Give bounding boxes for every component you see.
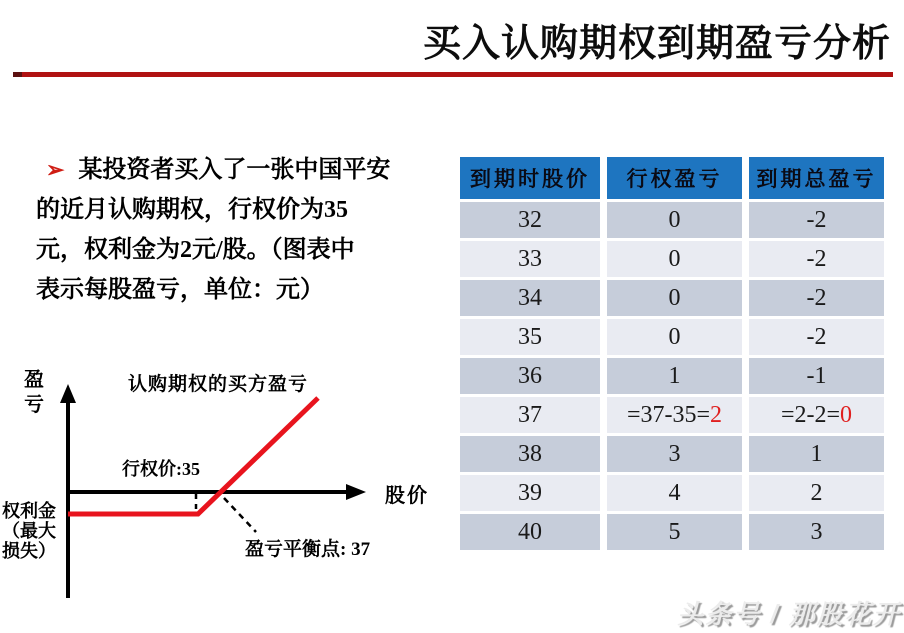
table-cell: 0 xyxy=(607,241,742,277)
y-axis-arrow-icon xyxy=(60,384,76,403)
chart-title: 认购期权的买方盈亏 xyxy=(128,374,309,395)
bullet-arrow-icon: ➢ xyxy=(46,157,65,182)
table-cell: 1 xyxy=(749,436,884,472)
table-cell: 37 xyxy=(460,397,600,433)
table-cell: 39 xyxy=(460,475,600,511)
table-cell: 40 xyxy=(460,514,600,550)
table-cell: -2 xyxy=(749,280,884,316)
table-cell: 32 xyxy=(460,202,600,238)
x-axis-label: 股价 xyxy=(385,485,429,507)
table-cell: 33 xyxy=(460,241,600,277)
page-title: 买入认购期权到期盈亏分析 xyxy=(422,23,891,65)
intro-line: 元，权利金为2元/股。（图表中 xyxy=(36,237,355,263)
table-header-price: 到期时股价 xyxy=(460,157,600,199)
table-cell: -2 xyxy=(749,241,884,277)
title-underline-cap xyxy=(13,72,22,77)
table-cell: 4 xyxy=(607,475,742,511)
payoff-chart-canvas xyxy=(0,360,432,633)
payoff-table xyxy=(460,157,884,550)
watermark: 头条号 / 那股花开 xyxy=(677,599,901,629)
y-axis-label: 盈 亏 xyxy=(24,369,44,416)
premium-max-loss-label: 权利金 （最大 损失） xyxy=(2,501,56,561)
intro-line xyxy=(36,150,396,190)
strike-price-label: 行权价:35 xyxy=(122,459,200,479)
table-cell: -2 xyxy=(749,319,884,355)
table-cell-highlighted: =37-35= 2 xyxy=(607,397,742,433)
table-cell: -2 xyxy=(749,202,884,238)
title-underline xyxy=(13,72,893,77)
table-cell: 36 xyxy=(460,358,600,394)
intro-line-text: 某投资者买入了一张中国平安 xyxy=(78,157,391,183)
table-cell: 3 xyxy=(749,514,884,550)
payoff-chart xyxy=(0,360,432,633)
x-axis-arrow-icon xyxy=(346,484,366,500)
intro-line: 表示每股盈亏，单位：元） xyxy=(36,277,324,303)
table-cell-highlighted: =2-2= 0 xyxy=(749,397,884,433)
breakeven-label: 盈亏平衡点: 37 xyxy=(245,539,371,560)
table-cell: 35 xyxy=(460,319,600,355)
breakeven-dashed-line xyxy=(224,498,256,532)
table-header-exercise-pl: 行权盈亏 xyxy=(607,157,742,199)
table-cell: -1 xyxy=(749,358,884,394)
table-cell: 0 xyxy=(607,280,742,316)
table-header-total-pl: 到期总盈亏 xyxy=(749,157,884,199)
table-cell: 5 xyxy=(607,514,742,550)
intro-line: 的近月认购期权，行权价为35 xyxy=(36,197,348,223)
table-cell: 38 xyxy=(460,436,600,472)
table-cell: 1 xyxy=(607,358,742,394)
table-cell: 3 xyxy=(607,436,742,472)
table-cell: 0 xyxy=(607,202,742,238)
table-cell: 2 xyxy=(749,475,884,511)
intro-paragraph xyxy=(36,150,396,310)
table-cell: 0 xyxy=(607,319,742,355)
table-cell: 34 xyxy=(460,280,600,316)
